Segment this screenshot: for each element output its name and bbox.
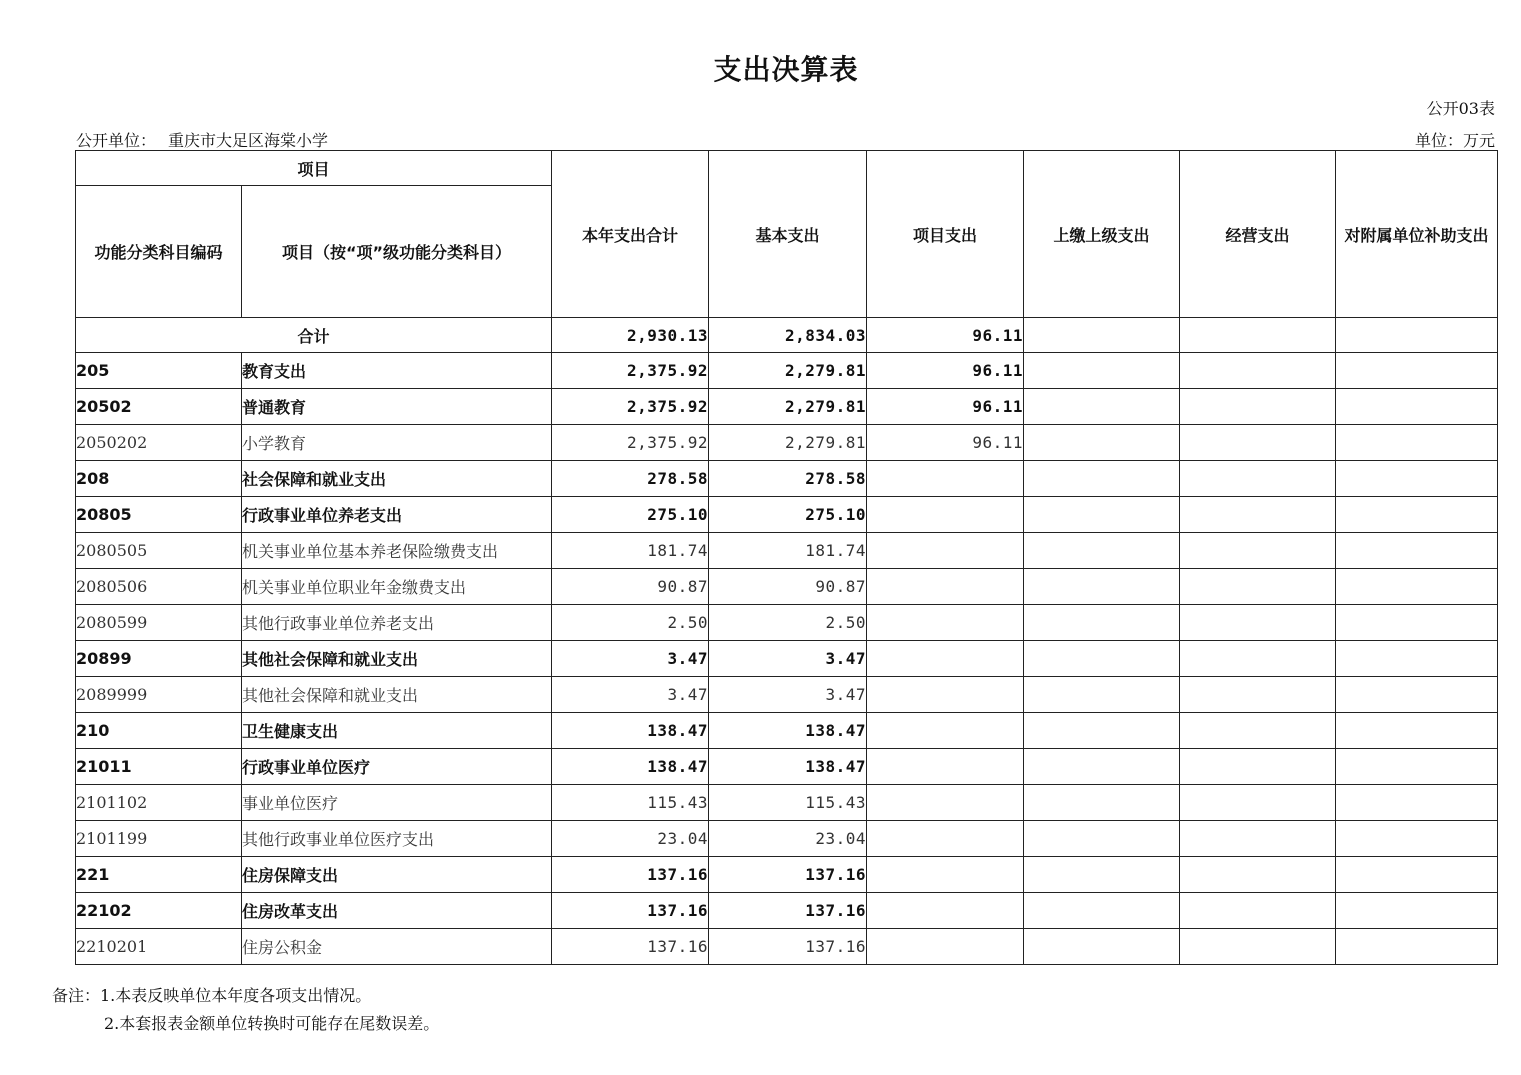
cell-basic: 137.16: [709, 893, 867, 929]
cell-code: 2080599: [76, 605, 242, 641]
cell-project: [867, 533, 1024, 569]
cell-code: 2210201: [76, 929, 242, 965]
cell-basic: 2.50: [709, 605, 867, 641]
cell-business: [1180, 641, 1336, 677]
note-1: 备注：1.本表反映单位本年度各项支出情况。: [52, 986, 372, 1005]
cell-total: 23.04: [552, 821, 709, 857]
cell-code: 2080506: [76, 569, 242, 605]
cell-basic: 138.47: [709, 749, 867, 785]
unit-label: 单位：万元: [1414, 131, 1495, 150]
cell-project: [867, 497, 1024, 533]
cell-name: 社会保障和就业支出: [242, 461, 552, 497]
cell-upper: [1024, 893, 1180, 929]
cell-basic: 137.16: [709, 857, 867, 893]
cell-upper: [1024, 389, 1180, 425]
cell-basic: 137.16: [709, 929, 867, 965]
header-basic: 基本支出: [709, 151, 867, 318]
cell-basic: 3.47: [709, 641, 867, 677]
total-project: 96.11: [867, 318, 1024, 353]
cell-subsidy: [1336, 605, 1498, 641]
cell-subsidy: [1336, 569, 1498, 605]
cell-project: [867, 713, 1024, 749]
header-group-item: 项目: [76, 151, 552, 186]
cell-name: 行政事业单位养老支出: [242, 497, 552, 533]
cell-code: 208: [76, 461, 242, 497]
table-row: [76, 641, 1498, 677]
total-subsidy: [1336, 318, 1498, 353]
cell-business: [1180, 425, 1336, 461]
header-project: 项目支出: [867, 151, 1024, 318]
cell-upper: [1024, 497, 1180, 533]
cell-subsidy: [1336, 353, 1498, 389]
table-row: [76, 749, 1498, 785]
cell-code: 210: [76, 713, 242, 749]
cell-business: [1180, 353, 1336, 389]
cell-upper: [1024, 569, 1180, 605]
cell-total: 138.47: [552, 713, 709, 749]
cell-subsidy: [1336, 857, 1498, 893]
cell-project: [867, 461, 1024, 497]
cell-name: 行政事业单位医疗: [242, 749, 552, 785]
cell-business: [1180, 569, 1336, 605]
cell-project: [867, 605, 1024, 641]
cell-subsidy: [1336, 641, 1498, 677]
cell-subsidy: [1336, 533, 1498, 569]
header-upper: 上缴上级支出: [1024, 151, 1180, 318]
table-row: [76, 677, 1498, 713]
cell-total: 3.47: [552, 677, 709, 713]
total-row: [76, 318, 1498, 353]
cell-project: [867, 857, 1024, 893]
cell-project: [867, 569, 1024, 605]
cell-project: [867, 749, 1024, 785]
cell-subsidy: [1336, 929, 1498, 965]
cell-name: 小学教育: [242, 425, 552, 461]
cell-name: 住房改革支出: [242, 893, 552, 929]
table-row: [76, 425, 1498, 461]
cell-total: 2,375.92: [552, 389, 709, 425]
table-row: [76, 569, 1498, 605]
cell-project: [867, 785, 1024, 821]
cell-business: [1180, 605, 1336, 641]
cell-total: 138.47: [552, 749, 709, 785]
cell-upper: [1024, 857, 1180, 893]
cell-upper: [1024, 353, 1180, 389]
cell-name: 教育支出: [242, 353, 552, 389]
cell-code: 2080505: [76, 533, 242, 569]
total-upper: [1024, 318, 1180, 353]
cell-name: 其他社会保障和就业支出: [242, 641, 552, 677]
cell-upper: [1024, 929, 1180, 965]
cell-subsidy: [1336, 893, 1498, 929]
cell-project: [867, 893, 1024, 929]
cell-upper: [1024, 533, 1180, 569]
header-name: 项目（按“项”级功能分类科目）: [242, 186, 552, 318]
cell-upper: [1024, 677, 1180, 713]
cell-name: 住房保障支出: [242, 857, 552, 893]
cell-total: 181.74: [552, 533, 709, 569]
table-row: [76, 461, 1498, 497]
cell-upper: [1024, 713, 1180, 749]
cell-code: 22102: [76, 893, 242, 929]
cell-basic: 90.87: [709, 569, 867, 605]
table-row: [76, 893, 1498, 929]
cell-business: [1180, 677, 1336, 713]
cell-name: 其他社会保障和就业支出: [242, 677, 552, 713]
cell-total: 275.10: [552, 497, 709, 533]
table-row: [76, 821, 1498, 857]
notes: [52, 982, 439, 1038]
note-2: 2.本套报表金额单位转换时可能存在尾数误差。: [104, 1014, 440, 1033]
cell-upper: [1024, 425, 1180, 461]
org-label: 公开单位：: [76, 131, 157, 150]
cell-total: 137.16: [552, 893, 709, 929]
cell-total: 278.58: [552, 461, 709, 497]
cell-business: [1180, 785, 1336, 821]
cell-code: 20502: [76, 389, 242, 425]
form-number: 公开03表: [1426, 99, 1495, 118]
total-sum: 2,930.13: [552, 318, 709, 353]
table-row: [76, 857, 1498, 893]
page-title: 支出决算表: [713, 53, 859, 86]
cell-upper: [1024, 749, 1180, 785]
cell-basic: 138.47: [709, 713, 867, 749]
cell-project: 96.11: [867, 353, 1024, 389]
table-row: [76, 785, 1498, 821]
cell-project: 96.11: [867, 425, 1024, 461]
cell-code: 20805: [76, 497, 242, 533]
cell-subsidy: [1336, 713, 1498, 749]
cell-subsidy: [1336, 677, 1498, 713]
cell-project: 96.11: [867, 389, 1024, 425]
cell-basic: 3.47: [709, 677, 867, 713]
cell-code: 20899: [76, 641, 242, 677]
cell-project: [867, 821, 1024, 857]
cell-subsidy: [1336, 425, 1498, 461]
cell-name: 机关事业单位职业年金缴费支出: [242, 569, 552, 605]
table-row: [76, 713, 1498, 749]
cell-business: [1180, 821, 1336, 857]
cell-name: 普通教育: [242, 389, 552, 425]
cell-business: [1180, 893, 1336, 929]
cell-upper: [1024, 785, 1180, 821]
cell-subsidy: [1336, 461, 1498, 497]
total-basic: 2,834.03: [709, 318, 867, 353]
table-row: [76, 533, 1498, 569]
cell-total: 2.50: [552, 605, 709, 641]
cell-name: 事业单位医疗: [242, 785, 552, 821]
cell-code: 2089999: [76, 677, 242, 713]
table-row: [76, 497, 1498, 533]
cell-business: [1180, 533, 1336, 569]
header-business: 经营支出: [1180, 151, 1336, 318]
org-info: [76, 128, 328, 151]
header-subsidy: 对附属单位补助支出: [1336, 151, 1498, 318]
cell-subsidy: [1336, 389, 1498, 425]
cell-subsidy: [1336, 821, 1498, 857]
total-business: [1180, 318, 1336, 353]
cell-project: [867, 677, 1024, 713]
cell-code: 2101102: [76, 785, 242, 821]
cell-code: 221: [76, 857, 242, 893]
cell-name: 其他行政事业单位医疗支出: [242, 821, 552, 857]
cell-subsidy: [1336, 497, 1498, 533]
cell-business: [1180, 857, 1336, 893]
cell-business: [1180, 713, 1336, 749]
cell-basic: 278.58: [709, 461, 867, 497]
table-row: [76, 389, 1498, 425]
cell-business: [1180, 929, 1336, 965]
cell-total: 137.16: [552, 857, 709, 893]
cell-basic: 23.04: [709, 821, 867, 857]
cell-subsidy: [1336, 749, 1498, 785]
cell-upper: [1024, 605, 1180, 641]
cell-name: 卫生健康支出: [242, 713, 552, 749]
cell-name: 机关事业单位基本养老保险缴费支出: [242, 533, 552, 569]
cell-project: [867, 641, 1024, 677]
cell-code: 2050202: [76, 425, 242, 461]
cell-basic: 2,279.81: [709, 425, 867, 461]
header-code: 功能分类科目编码: [76, 186, 242, 318]
cell-basic: 181.74: [709, 533, 867, 569]
cell-business: [1180, 389, 1336, 425]
cell-total: 2,375.92: [552, 353, 709, 389]
cell-total: 3.47: [552, 641, 709, 677]
cell-upper: [1024, 641, 1180, 677]
cell-code: 21011: [76, 749, 242, 785]
cell-total: 137.16: [552, 929, 709, 965]
cell-code: 205: [76, 353, 242, 389]
cell-upper: [1024, 461, 1180, 497]
cell-basic: 2,279.81: [709, 353, 867, 389]
table-row: [76, 929, 1498, 965]
cell-basic: 275.10: [709, 497, 867, 533]
cell-business: [1180, 749, 1336, 785]
cell-business: [1180, 497, 1336, 533]
cell-upper: [1024, 821, 1180, 857]
cell-total: 115.43: [552, 785, 709, 821]
cell-business: [1180, 461, 1336, 497]
header-total: 本年支出合计: [552, 151, 709, 318]
cell-total: 2,375.92: [552, 425, 709, 461]
table-row: [76, 353, 1498, 389]
org-name: 重庆市大足区海棠小学: [168, 131, 329, 150]
table-row: [76, 605, 1498, 641]
cell-basic: 115.43: [709, 785, 867, 821]
cell-name: 住房公积金: [242, 929, 552, 965]
expenditure-table: [75, 150, 1498, 965]
cell-basic: 2,279.81: [709, 389, 867, 425]
cell-project: [867, 929, 1024, 965]
cell-total: 90.87: [552, 569, 709, 605]
cell-name: 其他行政事业单位养老支出: [242, 605, 552, 641]
cell-subsidy: [1336, 785, 1498, 821]
cell-code: 2101199: [76, 821, 242, 857]
total-label: 合计: [76, 318, 552, 353]
